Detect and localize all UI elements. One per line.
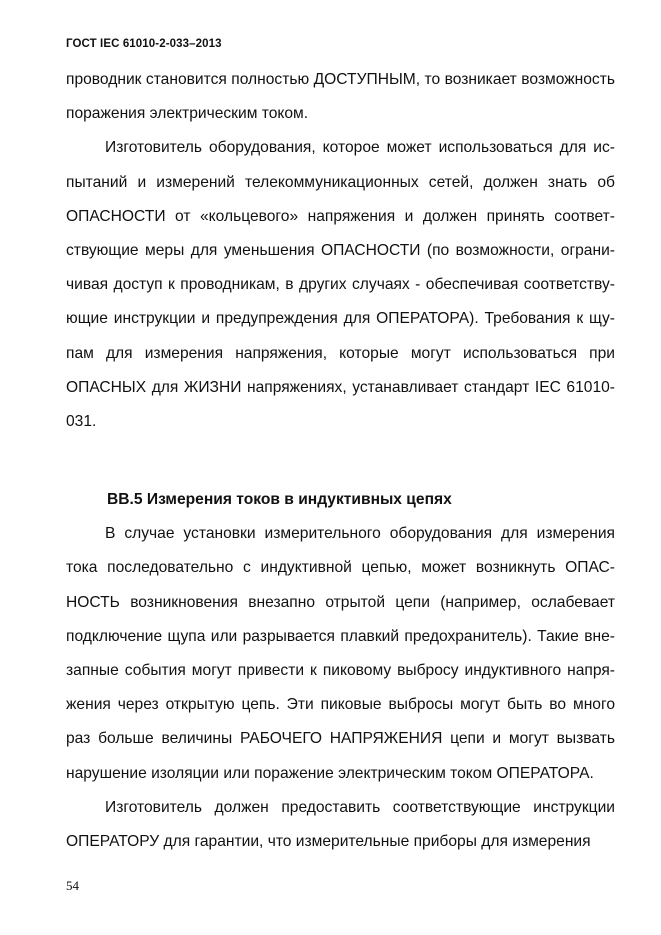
paragraph-continued: проводник становится полностью ДОСТУПНЫМ, то возникает возможность поражения электрическим током.: [66, 71, 615, 123]
paragraph-operator-instructions: Изготовитель должен предоставить соответствующие инструкции ОПЕРАТОРУ для гарантии, что измерительные приборы для измерения: [66, 798, 615, 851]
section-bb5: [66, 483, 615, 859]
page-number: 54: [66, 878, 79, 893]
paragraph-manufacturer-requirements: Изготовитель оборудования, которое может использоваться для испытаний и измерений телекоммуникационных сетей, должен знать об ОПАСНОСТИ от «кольцевого» напряжения и должен принять соответствующие меры для уменьшения ОПАСНОСТИ (по возможности, ограничивая доступ к проводникам, в других случаях - обеспечивая соответствующие инструкции и предупреждения для ОПЕРАТОРА). Требования к щупам для измерения напряжения, которые могут использоваться при ОПАСНЫХ для ЖИЗНИ напряжениях, устанавливает стандарт IEC 61010-031.: [66, 139, 615, 431]
paragraph-inductive-circuit-hazard: В случае установки измерительного оборудования для измерения тока последовательно с индуктивной цепью, может возникнуть ОПАСНОСТЬ возникновения внезапно отрытой цепи (например, ослабевает подключение щупа или разрывается плавкий предохранитель). Такие внезапные события могут привести к пиковому выбросу индуктивного напряжения через открытую цепь. Эти пиковые выбросы могут быть во много раз больше величины РАБОЧЕГО НАПРЯЖЕНИЯ цепи и могут вызвать нарушение изоляции или поражение электрическим током ОПЕРАТОРА.: [66, 525, 615, 782]
standard-header: ГОСТ IEC 61010-2-033–2013: [66, 38, 222, 50]
section-heading: BB.5 Измерения токов в индуктивных цепях: [107, 491, 452, 508]
text-block-top: [66, 63, 615, 439]
